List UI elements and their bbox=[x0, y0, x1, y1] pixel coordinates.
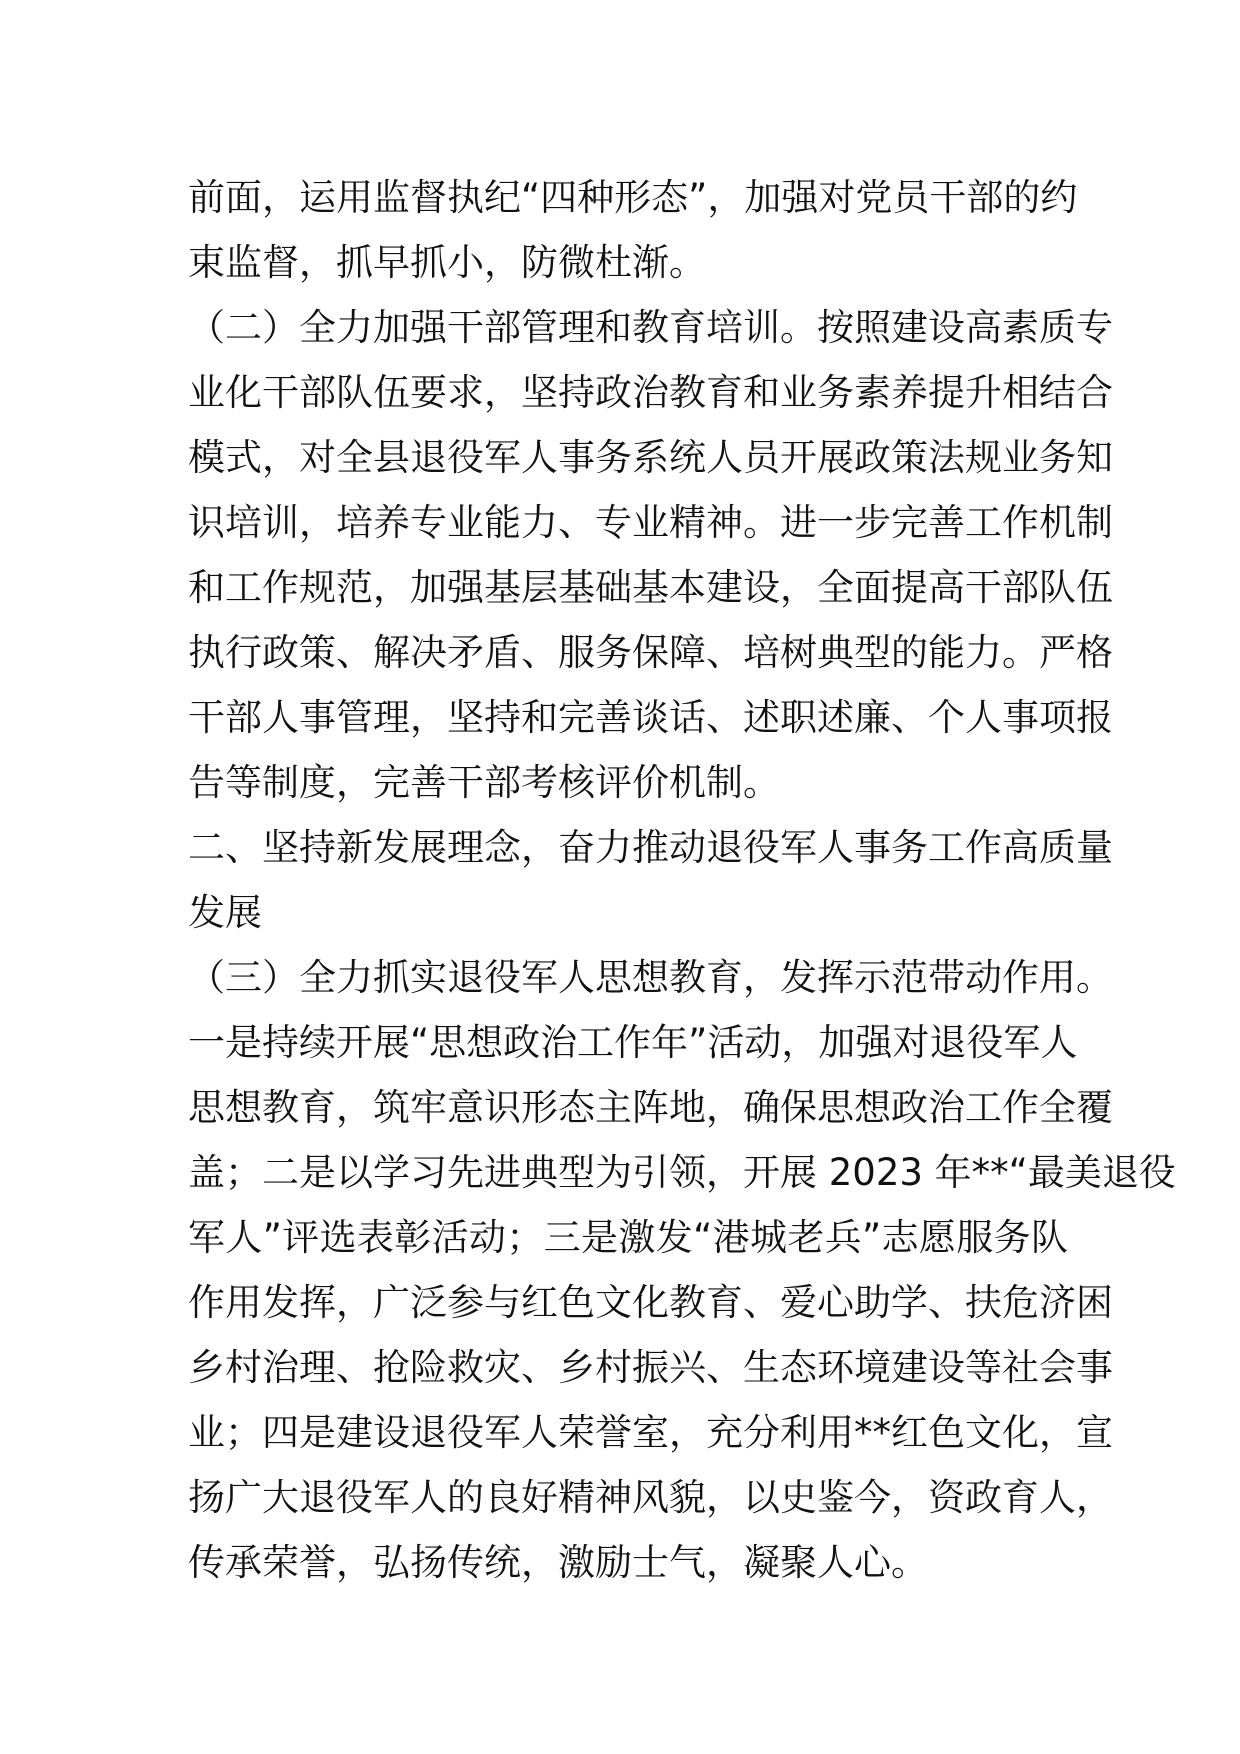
text-line-4: 业化干部队伍要求，坚持政治教育和业务素养提升相结合 bbox=[188, 371, 1113, 414]
text-line-5: 模式，对全县退役军人事务系统人员开展政策法规业务知 bbox=[188, 436, 1113, 479]
body-text bbox=[188, 165, 1176, 1595]
text-line-13: （三）全力抓实退役军人思想教育，发挥示范带动作用。 bbox=[188, 956, 1113, 999]
text-line-21: 扬广大退役军人的良好精神风貌，以史鉴今，资政育人， bbox=[188, 1476, 1113, 1519]
text-line-14: 一是持续开展“思想政治工作年”活动，加强对退役军人 bbox=[188, 1021, 1078, 1064]
text-line-15: 思想教育，筑牢意识形态主阵地，确保思想政治工作全覆 bbox=[188, 1086, 1113, 1129]
text-line-1: 前面，运用监督执纪“四种形态”，加强对党员干部的约 bbox=[188, 176, 1078, 219]
text-line-20: 业；四是建设退役军人荣誉室，充分利用**红色文化，宣 bbox=[188, 1411, 1113, 1454]
section-heading-line-2: 发展 bbox=[188, 891, 262, 934]
text-line-8: 执行政策、解决矛盾、服务保障、培树典型的能力。严格 bbox=[188, 631, 1113, 674]
text-line-17: 军人”评选表彰活动；三是激发“港城老兵”志愿服务队 bbox=[188, 1216, 1068, 1259]
text-line-22: 传承荣誉，弘扬传统，激励士气，凝聚人心。 bbox=[188, 1541, 928, 1584]
text-line-18: 作用发挥，广泛参与红色文化教育、爱心助学、扶危济困 bbox=[188, 1281, 1113, 1324]
text-line-16: 盖；二是以学习先进典型为引领，开展 2023 年**“最美退役 bbox=[188, 1151, 1176, 1194]
section-heading-line-1: 二、坚持新发展理念，奋力推动退役军人事务工作高质量 bbox=[188, 826, 1113, 869]
text-line-7: 和工作规范，加强基层基础基本建设，全面提高干部队伍 bbox=[188, 566, 1113, 609]
text-line-2: 束监督，抓早抓小，防微杜渐。 bbox=[188, 241, 706, 284]
text-line-10: 告等制度，完善干部考核评价机制。 bbox=[188, 761, 780, 804]
text-line-19: 乡村治理、抢险救灾、乡村振兴、生态环境建设等社会事 bbox=[188, 1346, 1113, 1389]
text-line-9: 干部人事管理，坚持和完善谈话、述职述廉、个人事项报 bbox=[188, 696, 1113, 739]
text-line-3: （二）全力加强干部管理和教育培训。按照建设高素质专 bbox=[188, 306, 1113, 349]
text-line-6: 识培训，培养专业能力、专业精神。进一步完善工作机制 bbox=[188, 501, 1113, 544]
